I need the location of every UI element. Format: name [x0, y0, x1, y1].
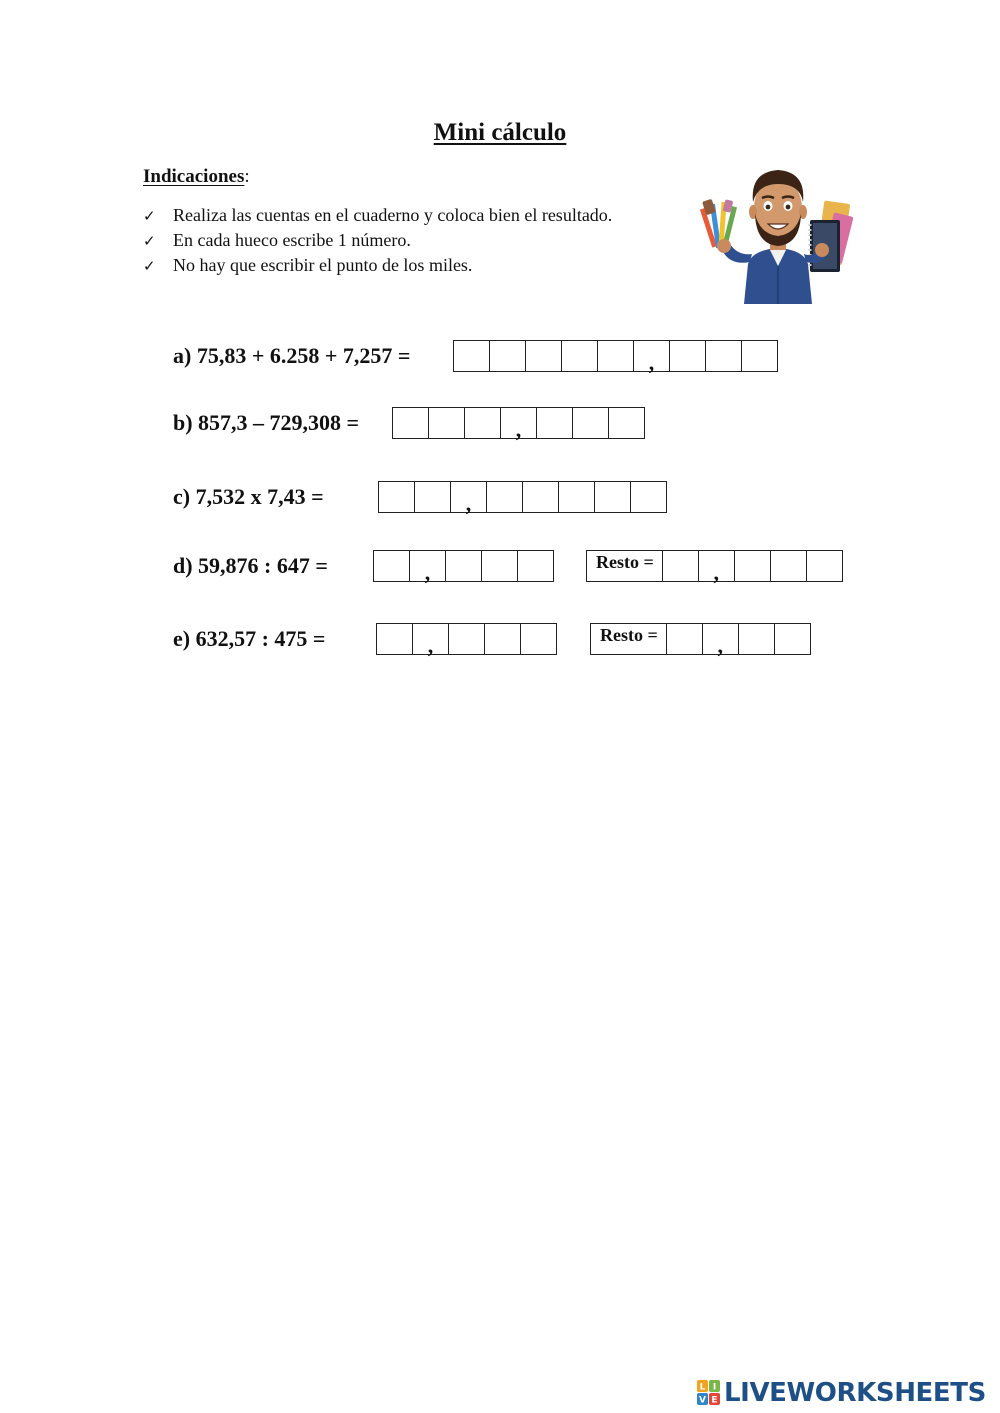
- remainder-cell[interactable]: [734, 550, 771, 582]
- answer-cell[interactable]: [741, 340, 778, 372]
- answer-cell[interactable]: [561, 340, 598, 372]
- remainder-cell[interactable]: [806, 550, 843, 582]
- instructions-heading-line: [143, 166, 250, 188]
- liveworksheets-logo-icon: [697, 1380, 721, 1406]
- liveworksheets-brand: LIVEWORKSHEETS: [724, 1378, 986, 1408]
- answer-cell[interactable]: [378, 481, 415, 513]
- answer-cell[interactable]: [558, 481, 595, 513]
- remainder-cell[interactable]: [738, 623, 775, 655]
- instruction-item: [143, 203, 612, 228]
- decimal-comma-cell: ,: [412, 623, 449, 655]
- instruction-text: En cada hueco escribe 1 número.: [173, 230, 411, 250]
- answer-cell[interactable]: [481, 550, 518, 582]
- exercise-e: [0, 623, 1000, 663]
- answer-boxes: [376, 623, 557, 658]
- exercise-d: [0, 550, 1000, 590]
- answer-cell[interactable]: [669, 340, 706, 372]
- answer-cell[interactable]: [520, 623, 557, 655]
- answer-cell[interactable]: [594, 481, 631, 513]
- exercise-label: e) 632,57 : 475 =: [173, 626, 326, 651]
- instruction-item: [143, 253, 612, 278]
- instructions-list: [143, 203, 612, 278]
- answer-boxes: [378, 481, 667, 516]
- answer-cell[interactable]: [522, 481, 559, 513]
- answer-cell[interactable]: [376, 623, 413, 655]
- instruction-item: [143, 228, 612, 253]
- exercise-b: [0, 407, 1000, 447]
- answer-cell[interactable]: [608, 407, 645, 439]
- checkmark-icon: ✓: [143, 206, 156, 225]
- logo-letter: E: [711, 1395, 718, 1406]
- answer-boxes: [373, 550, 554, 585]
- remainder-cell[interactable]: [662, 550, 699, 582]
- teacher-avatar-illustration: [700, 162, 856, 304]
- remainder-label: Resto =: [590, 623, 667, 655]
- answer-boxes: [453, 340, 778, 375]
- decimal-comma-cell: ,: [450, 481, 487, 513]
- answer-cell[interactable]: [453, 340, 490, 372]
- remainder-cell[interactable]: [666, 623, 703, 655]
- exercise-label: a) 75,83 + 6.258 + 7,257 =: [173, 343, 411, 368]
- instructions-heading-colon: :: [244, 166, 250, 187]
- answer-cell[interactable]: [428, 407, 465, 439]
- instructions-heading: Indicaciones: [143, 166, 245, 187]
- liveworksheets-footer: [697, 1377, 986, 1409]
- decimal-comma-cell: ,: [698, 550, 735, 582]
- remainder-cell[interactable]: [774, 623, 811, 655]
- decimal-comma-cell: ,: [500, 407, 537, 439]
- answer-cell[interactable]: [373, 550, 410, 582]
- answer-cell[interactable]: [572, 407, 609, 439]
- logo-letter: I: [712, 1382, 717, 1393]
- checkmark-icon: ✓: [143, 231, 156, 250]
- instruction-text: Realiza las cuentas en el cuaderno y coloca bien el resultado.: [173, 205, 613, 225]
- answer-cell[interactable]: [489, 340, 526, 372]
- decimal-comma-cell: ,: [409, 550, 446, 582]
- answer-boxes: [392, 407, 645, 442]
- answer-cell[interactable]: [484, 623, 521, 655]
- answer-cell[interactable]: [464, 407, 501, 439]
- answer-cell[interactable]: [448, 623, 485, 655]
- checkmark-icon: ✓: [143, 256, 156, 275]
- answer-cell[interactable]: [525, 340, 562, 372]
- exercise-a: [0, 340, 1000, 380]
- answer-cell[interactable]: [536, 407, 573, 439]
- answer-cell[interactable]: [445, 550, 482, 582]
- pencils-icon: [700, 199, 737, 248]
- answer-cell[interactable]: [597, 340, 634, 372]
- exercise-label: d) 59,876 : 647 =: [173, 553, 328, 578]
- exercise-label: b) 857,3 – 729,308 =: [173, 410, 360, 435]
- logo-letter: V: [699, 1395, 706, 1406]
- remainder-boxes: [586, 550, 843, 585]
- remainder-cell[interactable]: [770, 550, 807, 582]
- exercise-label: c) 7,532 x 7,43 =: [173, 484, 324, 509]
- instruction-text: No hay que escribir el punto de los miles.: [173, 255, 473, 275]
- logo-letter: L: [699, 1382, 706, 1393]
- decimal-comma-cell: ,: [633, 340, 670, 372]
- decimal-comma-cell: ,: [702, 623, 739, 655]
- exercise-c: [0, 481, 1000, 521]
- page-title: Mini cálculo: [433, 119, 567, 146]
- answer-cell[interactable]: [630, 481, 667, 513]
- answer-cell[interactable]: [486, 481, 523, 513]
- answer-cell[interactable]: [392, 407, 429, 439]
- answer-cell[interactable]: [414, 481, 451, 513]
- answer-cell[interactable]: [517, 550, 554, 582]
- remainder-label: Resto =: [586, 550, 663, 582]
- remainder-boxes: [590, 623, 811, 658]
- answer-cell[interactable]: [705, 340, 742, 372]
